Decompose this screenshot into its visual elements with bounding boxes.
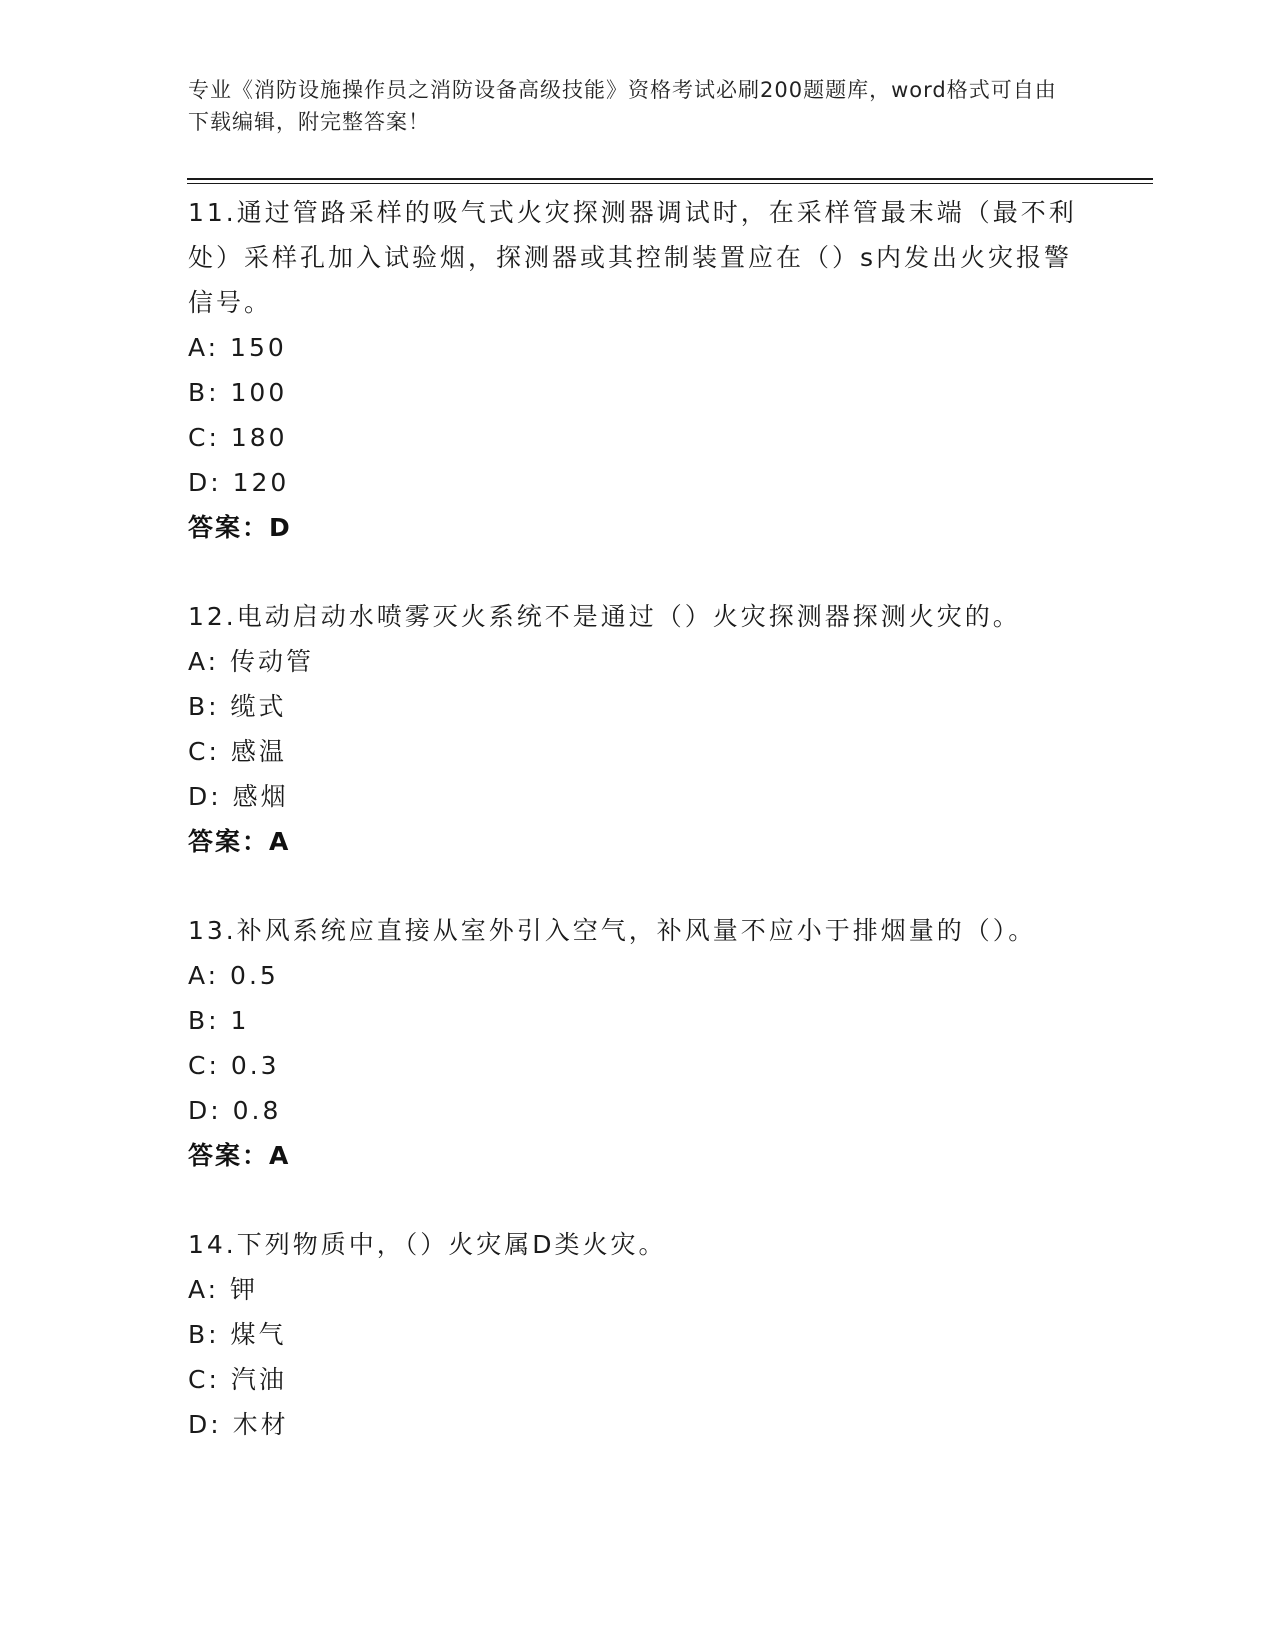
question-13 <box>188 908 1088 1178</box>
option-c: C: 感温 <box>188 737 287 766</box>
option-b: B: 100 <box>188 378 288 407</box>
option-d: D: 0.8 <box>188 1096 282 1125</box>
option-d: D: 木材 <box>188 1410 289 1439</box>
option-b: B: 1 <box>188 1006 250 1035</box>
question-14 <box>188 1222 1088 1447</box>
question-stem: 14.下列物质中，（）火灾属D类火灾。 <box>188 1230 667 1259</box>
header-divider <box>187 178 1153 184</box>
question-list <box>188 190 1088 1491</box>
option-b: B: 缆式 <box>188 692 287 721</box>
option-d: D: 120 <box>188 468 290 497</box>
question-stem: 11.通过管路采样的吸气式火灾探测器调试时，在采样管最末端（最不利处）采样孔加入试验烟，探测器或其控制装置应在（）s内发出火灾报警信号。 <box>188 198 1077 317</box>
answer-line: 答案：A <box>188 827 291 856</box>
question-stem: 13.补风系统应直接从室外引入空气，补风量不应小于排烟量的（）。 <box>188 916 1037 945</box>
question-11 <box>188 190 1088 550</box>
answer-line: 答案：D <box>188 513 292 542</box>
answer-line: 答案：A <box>188 1141 291 1170</box>
option-a: A: 0.5 <box>188 961 279 990</box>
question-stem: 12.电动启动水喷雾灭火系统不是通过（）火灾探测器探测火灾的。 <box>188 602 1021 631</box>
option-b: B: 煤气 <box>188 1320 287 1349</box>
option-a: A: 150 <box>188 333 287 362</box>
document-header: 专业《消防设施操作员之消防设备高级技能》资格考试必刷200题题库，word格式可自由下载编辑，附完整答案！ <box>188 78 1057 134</box>
option-c: C: 汽油 <box>188 1365 287 1394</box>
option-d: D: 感烟 <box>188 782 289 811</box>
option-c: C: 0.3 <box>188 1051 280 1080</box>
option-a: A: 传动管 <box>188 647 315 676</box>
option-a: A: 钾 <box>188 1275 259 1304</box>
option-c: C: 180 <box>188 423 288 452</box>
question-12 <box>188 594 1088 864</box>
